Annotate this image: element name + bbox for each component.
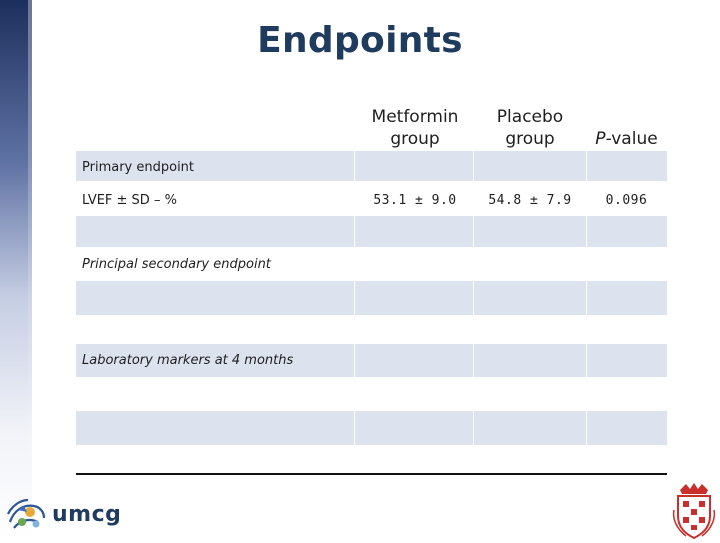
umcg-emblem-icon bbox=[4, 492, 50, 538]
row-label-lvef: LVEF ± SD – % bbox=[82, 193, 177, 208]
column-separator bbox=[473, 151, 474, 381]
column-separator bbox=[586, 411, 587, 445]
column-separator bbox=[586, 151, 587, 381]
lvef-pvalue: 0.096 bbox=[605, 193, 648, 208]
column-separator bbox=[473, 411, 474, 445]
band-empty-4 bbox=[76, 411, 667, 445]
row-label-principal-secondary: Principal secondary endpoint bbox=[82, 257, 271, 272]
pvalue-suffix: -value bbox=[605, 129, 658, 149]
header-placebo: Placebo group bbox=[496, 107, 564, 149]
lvef-metformin-value: 53.1 ± 9.0 bbox=[373, 193, 457, 208]
header-pvalue bbox=[586, 128, 667, 150]
table-bottom-rule bbox=[76, 473, 667, 475]
column-separator bbox=[354, 151, 355, 381]
logo-text: umcg bbox=[52, 502, 122, 527]
lvef-placebo-value: 54.8 ± 7.9 bbox=[488, 193, 572, 208]
umcg-logo bbox=[4, 492, 134, 540]
column-separator bbox=[354, 411, 355, 445]
slide-title: Endpoints bbox=[257, 20, 463, 61]
pvalue-letter: P bbox=[595, 129, 606, 149]
row-label-primary-endpoint: Primary endpoint bbox=[82, 160, 195, 175]
row-label-lab-markers: Laboratory markers at 4 months bbox=[82, 353, 294, 368]
header-metformin: Metformin group bbox=[371, 107, 459, 149]
university-crest-icon bbox=[672, 480, 716, 540]
left-gradient-bar bbox=[0, 0, 32, 540]
band-empty-2 bbox=[76, 281, 667, 315]
band-empty-1 bbox=[76, 216, 667, 247]
